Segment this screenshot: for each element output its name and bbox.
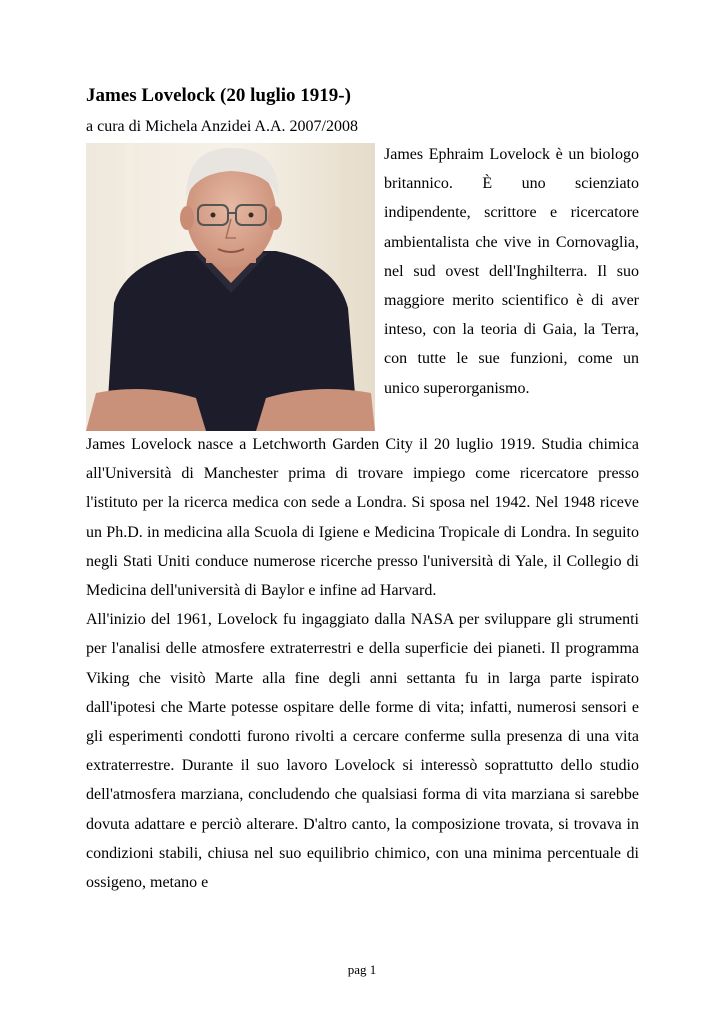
document-title: James Lovelock (20 luglio 1919-) xyxy=(86,85,351,106)
portrait-photo xyxy=(86,143,375,431)
document-subtitle: a cura di Michela Anzidei A.A. 2007/2008 xyxy=(86,118,358,135)
intro-section xyxy=(86,140,639,430)
intro-paragraph: James Ephraim Lovelock è un biologo britannico. È uno scienziato indipendente, scrittore e ricercatore ambientalista che vive in Cornovaglia, nel sud ovest dell'Inghilterra. Il suo maggiore merito scientifico è di aver inteso, con la teoria di Gaia, la Terra, con tutte le sue funzioni, come un unico superorganismo. xyxy=(384,146,639,397)
paragraph-biography: James Lovelock nasce a Letchworth Garden City il 20 luglio 1919. Studia chimica all'Università di Manchester prima di trovare impiego come ricercatore presso l'istituto per la ricerca medica con sede a Londra. Si sposa nel 1942. Nel 1948 riceve un Ph.D. in medicina alla Scuola di Igiene e Medicina Tropicale di Londra. In seguito negli Stati Uniti conduce numerose ricerche presso l'università di Yale, il Collegio di Medicina dell'università di Baylor e infine ad Harvard. xyxy=(86,436,639,600)
paragraph-nasa: All'inizio del 1961, Lovelock fu ingaggiato dalla NASA per sviluppare gli strumenti per l'analisi delle atmosfere extraterrestri e della superficie dei pianeti. Il programma Viking che visitò Marte alla fine degli anni settanta fu in larga parte ispirato dall'ipotesi che Marte potesse ospitare delle forme di vita; infatti, numerosi sensori e gli esperimenti condotti furono rivolti a cercare conferme sulla presenza di una vita extraterrestre. Durante il suo lavoro Lovelock si interessò soprattutto dello studio dell'atmosfera marziana, concludendo che qualsiasi forma di vita marziana si sarebbe dovuta adattare e perciò alterare. D'altro canto, la composizione trovata, si trovava in condizioni stabili, chiusa nel suo equilibrio chimico, con una minima percentuale di ossigeno, metano e xyxy=(86,611,639,892)
document-page xyxy=(86,84,639,897)
page-number: pag 1 xyxy=(347,962,377,977)
